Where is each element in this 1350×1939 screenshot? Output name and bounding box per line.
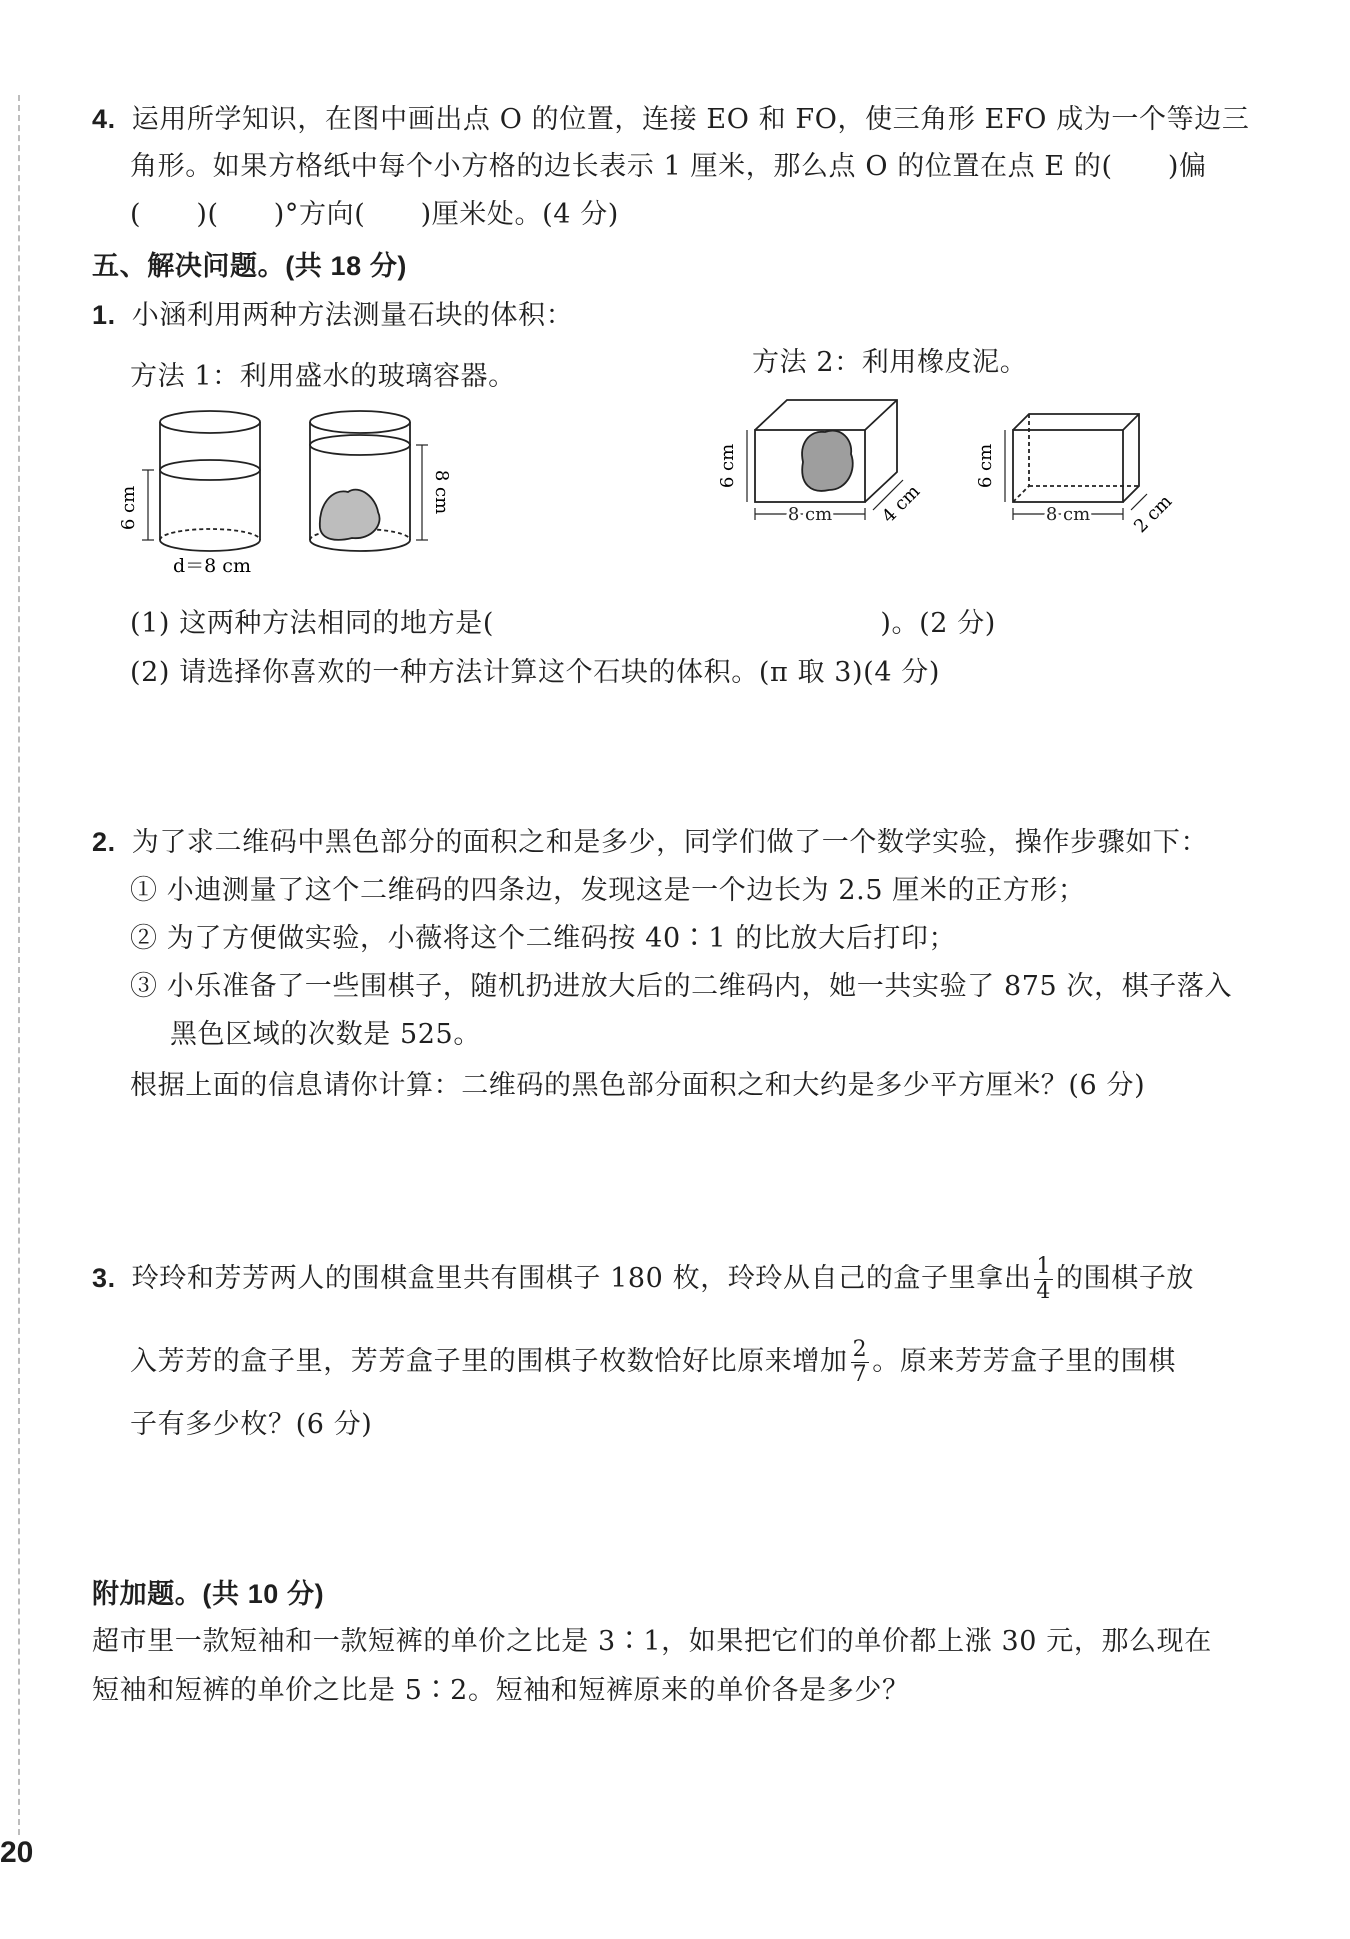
box2-width-label: 8 cm <box>1045 504 1091 525</box>
p2-step-3a: ③ 小乐准备了一些围棋子，随机扔进放大后的二维码内，她一共实验了 875 次，棋子落入 <box>130 971 1233 1002</box>
diameter-label: d＝8 cm <box>173 555 251 577</box>
box1-depth-label: 4 cm <box>878 481 925 528</box>
q4-number: 4. <box>92 104 116 134</box>
page-number: 20 <box>0 1836 34 1869</box>
bonus-line-1: 超市里一款短袖和一款短裤的单价之比是 3∶1，如果把它们的单价都上涨 30 元，那么现在 <box>92 1626 1212 1657</box>
clay-stone-shape <box>802 431 853 491</box>
p3-line-2: 入芳芳的盒子里，芳芳盒子里的围棋子枚数恰好比原来增加 $\frac{2}{7}$ 。原来芳芳盒子里的围棋 <box>130 1337 1176 1387</box>
p2-step-2: ② 为了方便做实验，小薇将这个二维码按 40∶1 的比放大后打印； <box>130 923 957 954</box>
height-label-1: 6 cm <box>118 485 139 531</box>
p2-number: 2. <box>92 827 116 857</box>
p3-line-1: 3. 玲玲和芳芳两人的围棋盒里共有围棋子 180 枚，玲玲从自己的盒子里拿出 $\frac{1}{4}$ 的围棋子放 <box>92 1254 1195 1304</box>
box1-width-label: 8 cm <box>787 504 833 525</box>
p1-number: 1. <box>92 300 116 330</box>
p3-line-3: 子有多少枚？(6 分) <box>130 1409 373 1440</box>
p2-step-3b: 黑色区域的次数是 525。 <box>170 1019 481 1050</box>
p1-line: 1. 小涵利用两种方法测量石块的体积： <box>92 300 574 331</box>
fraction-one-quarter: $\frac{1}{4}$ <box>1036 1254 1052 1304</box>
box1-height-label: 6 cm <box>717 443 738 489</box>
p2-line: 2. 为了求二维码中黑色部分的面积之和是多少，同学们做了一个数学实验，操作步骤如下： <box>92 827 1209 858</box>
bonus-title: 附加题。(共 10 分) <box>92 1579 325 1609</box>
box-diagram <box>717 392 1185 552</box>
q4-line-1: 4. 运用所学知识，在图中画出点 O 的位置，连接 EO 和 FO，使三角形 EFO 成为一个等边三 <box>92 104 1250 135</box>
p1-sub-2: (2) 请选择你喜欢的一种方法计算这个石块的体积。(π 取 3)(4 分) <box>130 657 941 688</box>
stone-shape <box>320 490 380 540</box>
p1-sub-1: (1) 这两种方法相同的地方是( )。(2 分) <box>130 608 996 639</box>
section-title: 五、解决问题。(共 18 分) <box>92 251 408 281</box>
p2-step-1: ① 小迪测量了这个二维码的四条边，发现这是一个边长为 2.5 厘米的正方形； <box>130 875 1086 906</box>
q4-line-2: 角形。如果方格纸中每个小方格的边长表示 1 厘米，那么点 O 的位置在点 E 的( )偏 <box>130 151 1207 182</box>
binding-margin-line <box>18 95 20 1835</box>
method-1-label: 方法 1：利用盛水的玻璃容器。 <box>130 361 516 392</box>
height-label-2: 8 cm <box>431 469 452 515</box>
q4-line-3: ( )( )°方向( )厘米处。(4 分) <box>130 199 619 230</box>
bonus-line-2: 短袖和短裤的单价之比是 5∶2。短袖和短裤原来的单价各是多少？ <box>92 1675 910 1706</box>
p2-question: 根据上面的信息请你计算：二维码的黑色部分面积之和大约是多少平方厘米？(6 分) <box>130 1070 1146 1101</box>
fraction-two-sevenths: $\frac{2}{7}$ <box>852 1337 868 1387</box>
cylinder-diagram <box>118 400 452 590</box>
box2-depth-label: 2 cm <box>1130 491 1177 538</box>
box2-height-label: 6 cm <box>975 443 996 489</box>
method-2-label: 方法 2：利用橡皮泥。 <box>752 347 1028 378</box>
p3-number: 3. <box>92 1263 116 1293</box>
